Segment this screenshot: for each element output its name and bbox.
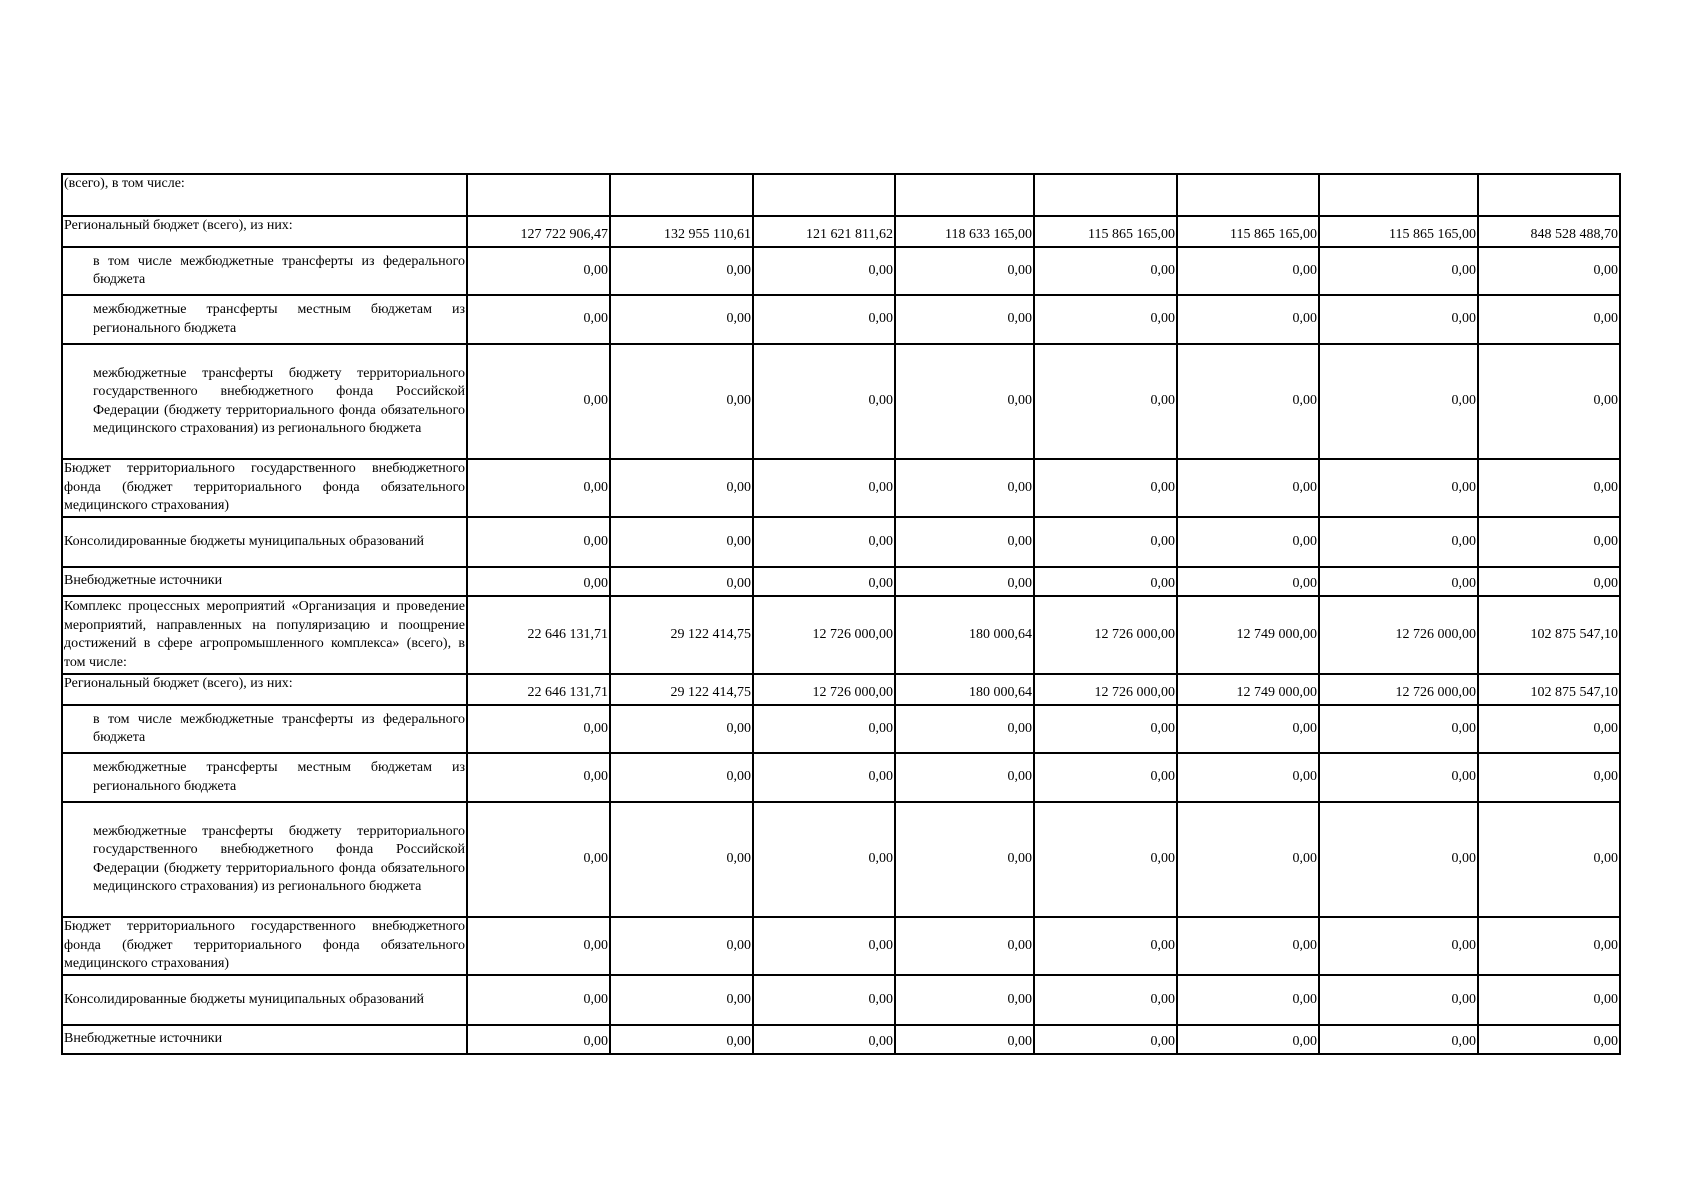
value-cell: 0,00: [895, 344, 1034, 459]
value-cell: 0,00: [1478, 1025, 1620, 1054]
value-cell: 0,00: [895, 247, 1034, 295]
value-cell: 0,00: [1034, 295, 1177, 344]
value-cell: 0,00: [1034, 247, 1177, 295]
value-cell: [1034, 174, 1177, 216]
value-cell: 0,00: [1478, 344, 1620, 459]
value-cell: 12 726 000,00: [1034, 674, 1177, 705]
value-cell: 0,00: [1177, 247, 1319, 295]
value-cell: 0,00: [467, 517, 610, 567]
value-cell: 102 875 547,10: [1478, 674, 1620, 705]
value-cell: 0,00: [467, 295, 610, 344]
value-cell: 0,00: [1319, 753, 1478, 802]
table-body: [62, 174, 1620, 1054]
value-cell: 0,00: [610, 247, 753, 295]
value-cell: 0,00: [753, 295, 895, 344]
value-cell: 0,00: [895, 975, 1034, 1025]
value-cell: 0,00: [1319, 459, 1478, 517]
value-cell: 0,00: [1177, 975, 1319, 1025]
value-cell: [1177, 174, 1319, 216]
value-cell: 115 865 165,00: [1177, 216, 1319, 247]
value-cell: [1478, 174, 1620, 216]
value-cell: 12 749 000,00: [1177, 596, 1319, 674]
row-label: Бюджет территориального государственного внебюджетного фонда (бюджет территориального фонда обязательного медицинского страхования): [62, 917, 467, 975]
value-cell: 0,00: [610, 517, 753, 567]
value-cell: 0,00: [1177, 344, 1319, 459]
value-cell: 0,00: [1034, 975, 1177, 1025]
value-cell: 0,00: [1319, 517, 1478, 567]
value-cell: 0,00: [1034, 705, 1177, 753]
value-cell: 0,00: [1177, 295, 1319, 344]
value-cell: 0,00: [1478, 459, 1620, 517]
value-cell: 0,00: [1478, 917, 1620, 975]
value-cell: 12 726 000,00: [753, 596, 895, 674]
value-cell: 180 000,64: [895, 596, 1034, 674]
row-label: Комплекс процессных мероприятий «Организация и проведение мероприятий, направленных на популяризацию и поощрение достижений в сфере агропромышленного комплекса» (всего), в том числе:: [62, 596, 467, 674]
table-row: [62, 567, 1620, 596]
value-cell: 12 726 000,00: [1319, 674, 1478, 705]
value-cell: 0,00: [895, 1025, 1034, 1054]
table-row: [62, 517, 1620, 567]
value-cell: 0,00: [1034, 517, 1177, 567]
value-cell: 0,00: [1177, 753, 1319, 802]
value-cell: 12 726 000,00: [1319, 596, 1478, 674]
value-cell: 0,00: [610, 344, 753, 459]
value-cell: 0,00: [467, 1025, 610, 1054]
value-cell: [467, 174, 610, 216]
table-row: [62, 802, 1620, 917]
value-cell: 0,00: [1177, 1025, 1319, 1054]
value-cell: 0,00: [1319, 567, 1478, 596]
table-row: [62, 174, 1620, 216]
value-cell: 0,00: [467, 705, 610, 753]
value-cell: 0,00: [895, 295, 1034, 344]
value-cell: 29 122 414,75: [610, 674, 753, 705]
table-row: [62, 1025, 1620, 1054]
value-cell: [1319, 174, 1478, 216]
value-cell: 0,00: [1034, 567, 1177, 596]
table-row: [62, 247, 1620, 295]
value-cell: 0,00: [1177, 802, 1319, 917]
value-cell: 0,00: [895, 917, 1034, 975]
value-cell: 0,00: [1478, 802, 1620, 917]
value-cell: 0,00: [895, 705, 1034, 753]
value-cell: 0,00: [753, 247, 895, 295]
value-cell: 0,00: [753, 802, 895, 917]
table-row: [62, 596, 1620, 674]
table-row: [62, 705, 1620, 753]
value-cell: 0,00: [1034, 753, 1177, 802]
value-cell: 127 722 906,47: [467, 216, 610, 247]
value-cell: 0,00: [467, 344, 610, 459]
value-cell: 0,00: [467, 917, 610, 975]
row-label: межбюджетные трансферты бюджету территориального государственного внебюджетного фонда Российской Федерации (бюджету территориального фонда обязательного медицинского страхования) из регионального бюджета: [62, 802, 467, 917]
value-cell: 0,00: [1319, 975, 1478, 1025]
value-cell: 12 726 000,00: [1034, 596, 1177, 674]
value-cell: 0,00: [895, 567, 1034, 596]
table-row: [62, 674, 1620, 705]
value-cell: 0,00: [895, 459, 1034, 517]
table-row: [62, 216, 1620, 247]
table-row: [62, 344, 1620, 459]
table-row: [62, 295, 1620, 344]
value-cell: 0,00: [467, 975, 610, 1025]
value-cell: 0,00: [1177, 459, 1319, 517]
value-cell: 180 000,64: [895, 674, 1034, 705]
value-cell: 0,00: [1177, 705, 1319, 753]
value-cell: 0,00: [753, 517, 895, 567]
value-cell: [895, 174, 1034, 216]
value-cell: 0,00: [1478, 247, 1620, 295]
value-cell: [610, 174, 753, 216]
value-cell: 0,00: [1177, 917, 1319, 975]
value-cell: 0,00: [1319, 344, 1478, 459]
value-cell: 0,00: [467, 247, 610, 295]
value-cell: 0,00: [610, 295, 753, 344]
value-cell: [753, 174, 895, 216]
value-cell: 12 749 000,00: [1177, 674, 1319, 705]
value-cell: 0,00: [1034, 802, 1177, 917]
value-cell: 0,00: [1478, 295, 1620, 344]
value-cell: 0,00: [467, 567, 610, 596]
value-cell: 22 646 131,71: [467, 674, 610, 705]
budget-table: [61, 173, 1621, 1055]
value-cell: 0,00: [610, 917, 753, 975]
value-cell: 0,00: [1319, 247, 1478, 295]
value-cell: 0,00: [1034, 344, 1177, 459]
row-label: Бюджет территориального государственного внебюджетного фонда (бюджет территориального фонда обязательного медицинского страхования): [62, 459, 467, 517]
value-cell: 0,00: [610, 802, 753, 917]
value-cell: 0,00: [1177, 517, 1319, 567]
row-label: Консолидированные бюджеты муниципальных образований: [62, 517, 467, 567]
value-cell: 0,00: [753, 705, 895, 753]
value-cell: 0,00: [753, 567, 895, 596]
value-cell: 0,00: [610, 1025, 753, 1054]
value-cell: 0,00: [753, 975, 895, 1025]
value-cell: 0,00: [1478, 975, 1620, 1025]
value-cell: 118 633 165,00: [895, 216, 1034, 247]
value-cell: 0,00: [753, 344, 895, 459]
value-cell: 0,00: [895, 517, 1034, 567]
value-cell: 0,00: [610, 567, 753, 596]
value-cell: 0,00: [467, 459, 610, 517]
table-row: [62, 753, 1620, 802]
table-row: [62, 459, 1620, 517]
value-cell: 0,00: [753, 1025, 895, 1054]
value-cell: 0,00: [610, 753, 753, 802]
value-cell: 0,00: [1478, 567, 1620, 596]
value-cell: 0,00: [753, 917, 895, 975]
value-cell: 0,00: [1319, 705, 1478, 753]
value-cell: 0,00: [753, 753, 895, 802]
value-cell: 0,00: [467, 802, 610, 917]
value-cell: 121 621 811,62: [753, 216, 895, 247]
value-cell: 0,00: [610, 459, 753, 517]
value-cell: 848 528 488,70: [1478, 216, 1620, 247]
value-cell: 0,00: [1319, 917, 1478, 975]
value-cell: 0,00: [1478, 753, 1620, 802]
value-cell: 0,00: [1319, 295, 1478, 344]
value-cell: 0,00: [610, 975, 753, 1025]
row-label: Консолидированные бюджеты муниципальных образований: [62, 975, 467, 1025]
value-cell: 0,00: [1034, 459, 1177, 517]
value-cell: 12 726 000,00: [753, 674, 895, 705]
value-cell: 0,00: [1034, 917, 1177, 975]
row-label: межбюджетные трансферты местным бюджетам из регионального бюджета: [62, 295, 467, 344]
row-label: межбюджетные трансферты местным бюджетам из регионального бюджета: [62, 753, 467, 802]
row-label: Региональный бюджет (всего), из них:: [62, 674, 467, 705]
row-label: межбюджетные трансферты бюджету территориального государственного внебюджетного фонда Российской Федерации (бюджету территориального фонда обязательного медицинского страхования) из регионального бюджета: [62, 344, 467, 459]
value-cell: 0,00: [1478, 517, 1620, 567]
value-cell: 115 865 165,00: [1319, 216, 1478, 247]
value-cell: 22 646 131,71: [467, 596, 610, 674]
table-row: [62, 975, 1620, 1025]
value-cell: 0,00: [895, 802, 1034, 917]
table-row: [62, 917, 1620, 975]
row-label: Внебюджетные источники: [62, 1025, 467, 1054]
value-cell: 29 122 414,75: [610, 596, 753, 674]
value-cell: 0,00: [610, 705, 753, 753]
row-label: в том числе межбюджетные трансферты из федерального бюджета: [62, 705, 467, 753]
value-cell: 102 875 547,10: [1478, 596, 1620, 674]
value-cell: 0,00: [1034, 1025, 1177, 1054]
value-cell: 0,00: [753, 459, 895, 517]
value-cell: 0,00: [1478, 705, 1620, 753]
value-cell: 0,00: [1319, 1025, 1478, 1054]
row-label: в том числе межбюджетные трансферты из федерального бюджета: [62, 247, 467, 295]
value-cell: 132 955 110,61: [610, 216, 753, 247]
value-cell: 0,00: [1177, 567, 1319, 596]
value-cell: 0,00: [1319, 802, 1478, 917]
value-cell: 115 865 165,00: [1034, 216, 1177, 247]
row-label: Внебюджетные источники: [62, 567, 467, 596]
row-label: Региональный бюджет (всего), из них:: [62, 216, 467, 247]
row-label: (всего), в том числе:: [62, 174, 467, 216]
value-cell: 0,00: [467, 753, 610, 802]
value-cell: 0,00: [895, 753, 1034, 802]
